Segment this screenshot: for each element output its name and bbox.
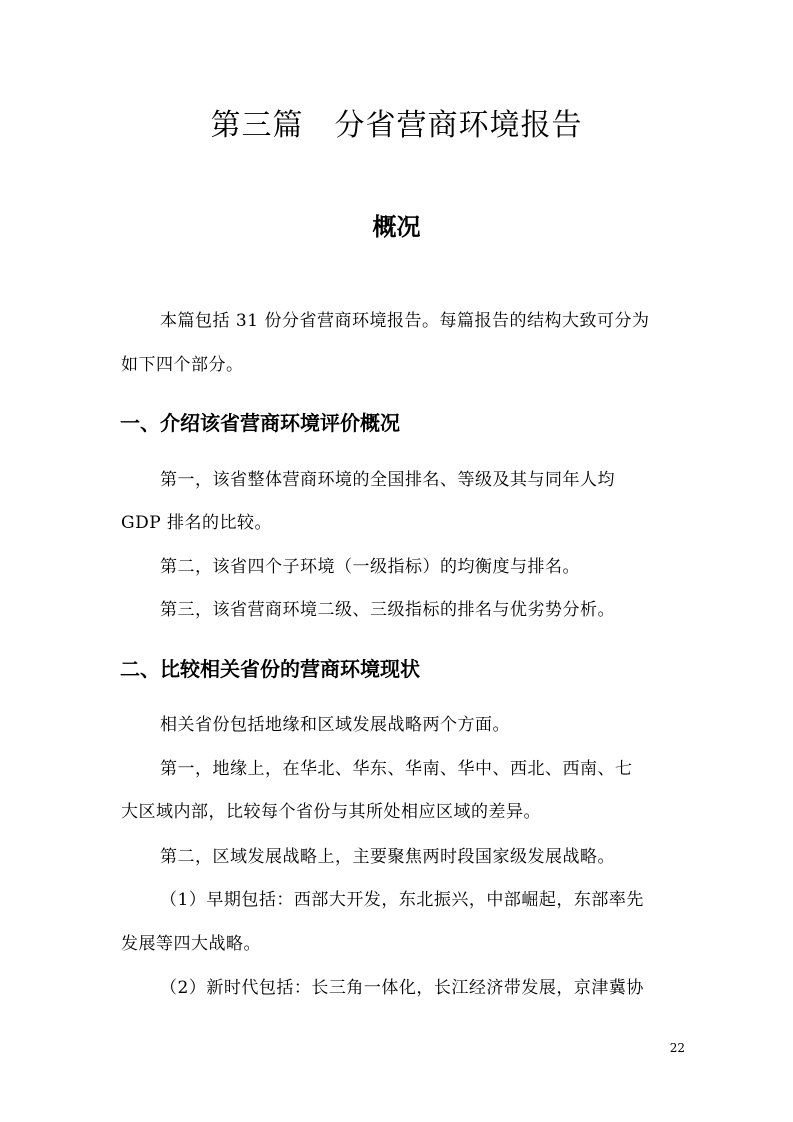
intro-line-2: 如下四个部分。 xyxy=(121,355,244,375)
paragraph-3: 第三，该省营商环境二级、三级指标的排名与优劣势分析。 xyxy=(160,600,615,620)
page-number: 22 xyxy=(669,1041,685,1055)
part-title: 第三篇 分省营商环境报告 xyxy=(210,108,583,143)
paragraph-5-line-1: 第一，地缘上，在华北、华东、华南、华中、西北、西南、七 xyxy=(160,759,633,779)
heading-2: 二、比较相关省份的营商环境现状 xyxy=(120,657,420,681)
paragraph-2: 第二，该省四个子环境（一级指标）的均衡度与排名。 xyxy=(160,557,580,577)
paragraph-1-line-1: 第一，该省整体营商环境的全国排名、等级及其与同年人均 xyxy=(160,470,615,490)
paragraph-6: 第二，区域发展战略上，主要聚焦两时段国家级发展战略。 xyxy=(160,847,615,867)
paragraph-7-line-2: 发展等四大战略。 xyxy=(121,934,261,954)
intro-line-1: 本篇包括 31 份分省营商环境报告。每篇报告的结构大致可分为 xyxy=(160,311,650,331)
section-title: 概况 xyxy=(372,213,421,241)
paragraph-1-line-2: GDP 排名的比较。 xyxy=(121,513,273,533)
paragraph-8-line-1: （2）新时代包括：长三角一体化，长江经济带发展，京津冀协 xyxy=(160,978,644,998)
paragraph-5-line-2: 大区域内部，比较每个省份与其所处相应区域的差异。 xyxy=(121,802,541,822)
heading-1: 一、介绍该省营商环境评价概况 xyxy=(120,411,400,435)
paragraph-4: 相关省份包括地缘和区域发展战略两个方面。 xyxy=(160,715,510,735)
paragraph-7-line-1: （1）早期包括：西部大开发，东北振兴，中部崛起，东部率先 xyxy=(160,890,644,910)
